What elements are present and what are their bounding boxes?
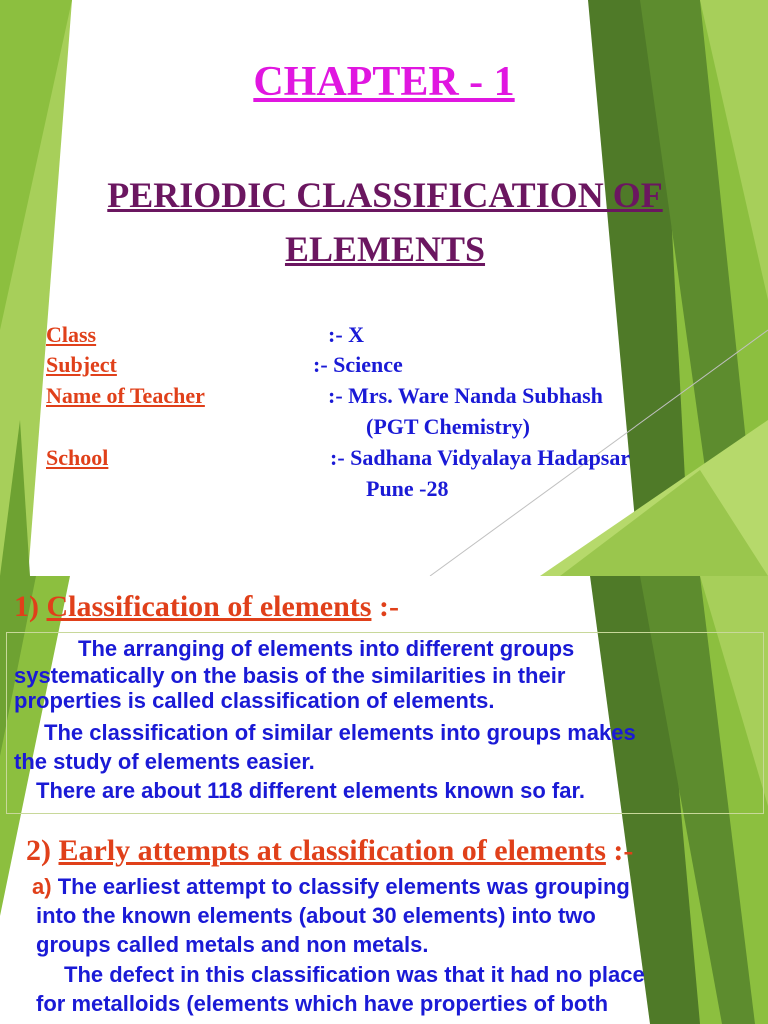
school-city: Pune -28 <box>366 476 449 501</box>
section-title-1: Classification of elements <box>46 590 372 623</box>
para1-line5: the study of elements easier. <box>14 749 315 774</box>
section-title-2: Early attempts at classification of elements <box>58 834 606 867</box>
para1-line2: systematically on the basis of the similarities in their <box>14 663 566 688</box>
teacher-designation: (PGT Chemistry) <box>366 414 530 439</box>
para2-line3: groups called metals and non metals. <box>36 932 429 957</box>
para2-line5: for metalloids (elements which have properties of both <box>36 991 609 1016</box>
section-suffix-2: :- <box>613 834 634 867</box>
para1-line6: There are about 118 different elements known so far. <box>36 778 585 803</box>
content-slide <box>0 576 768 1024</box>
teacher-label: Name of Teacher <box>46 383 205 408</box>
section-number-2: 2) <box>26 834 51 867</box>
teacher-value: :- Mrs. Ware Nanda Subhash <box>328 383 603 408</box>
subject-value: :- Science <box>313 352 403 377</box>
class-label: Class <box>46 322 97 347</box>
school-value: :- Sadhana Vidyalaya Hadapsar <box>330 445 631 470</box>
para1-line1: The arranging of elements into different groups <box>78 636 575 661</box>
section-heading-1 <box>14 590 399 624</box>
subject-label: Subject <box>46 352 117 377</box>
para2-marker: a) <box>32 874 52 899</box>
chapter-title: CHAPTER - 1 <box>253 59 515 105</box>
para2-line2: into the known elements (about 30 elements) into two <box>36 903 596 928</box>
para2-line1-text: The earliest attempt to classify elements was grouping <box>57 874 630 899</box>
section-heading-2 <box>26 834 633 868</box>
para2-line4: The defect in this classification was that it had no place <box>64 962 645 987</box>
section-suffix-1: :- <box>378 590 399 623</box>
para1-line3: properties is called classification of elements. <box>14 688 495 713</box>
school-label: School <box>46 445 109 470</box>
para1-line4: The classification of similar elements into groups makes <box>44 720 636 745</box>
section-number-1: 1) <box>14 590 39 623</box>
chapter-subtitle: PERIODIC CLASSIFICATION OF ELEMENTS <box>107 175 663 269</box>
class-value: :- X <box>328 322 365 347</box>
para2-line1 <box>32 872 630 901</box>
